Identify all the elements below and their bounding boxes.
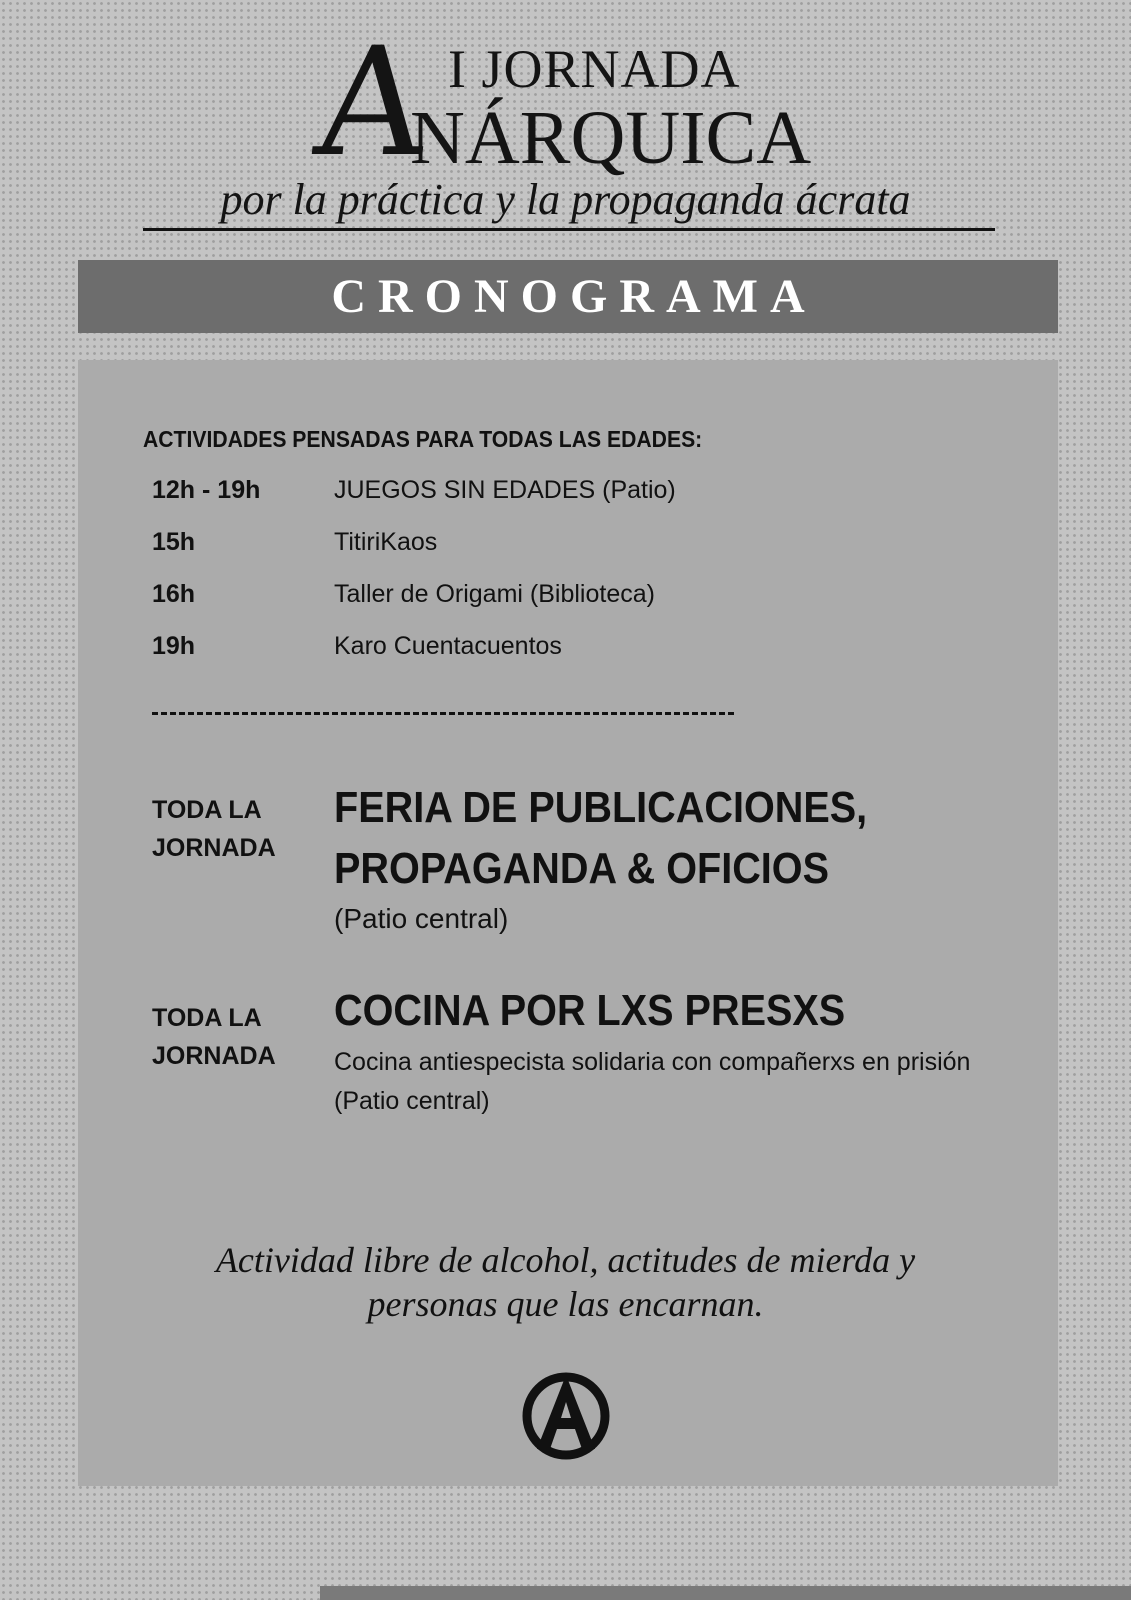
title-line-2: NÁRQUICA — [410, 96, 812, 180]
schedule-time: 19h — [152, 632, 196, 660]
schedule-row — [152, 580, 952, 614]
cocina-description: Cocina antiespecista solidaria con compañerxs en prisión (Patio central) — [334, 1048, 971, 1115]
schedule-activity: JUEGOS SIN EDADES (Patio) — [334, 476, 676, 504]
poster-header — [0, 0, 1131, 240]
schedule-time: 16h — [152, 580, 196, 608]
schedule-time: 15h — [152, 528, 196, 556]
subtitle: por la práctica y la propaganda ácrata — [220, 175, 911, 224]
schedule-row — [152, 476, 952, 510]
feria-location: (Patio central) — [334, 903, 509, 934]
feria-title-line-1: FERIA DE PUBLICACIONES, — [334, 783, 868, 832]
title-line-1: I JORNADA — [448, 39, 741, 99]
schedule-activity: TitiriKaos — [334, 528, 438, 556]
header-underline — [143, 228, 995, 231]
all-ages-heading: ACTIVIDADES PENSADAS PARA TODAS LAS EDADES: — [143, 426, 703, 452]
schedule-row — [152, 632, 952, 666]
title-initial-letter: A — [308, 16, 436, 190]
cocina-title: COCINA POR LXS PRESXS — [334, 986, 846, 1035]
banner-title: CRONOGRAMA — [331, 270, 817, 323]
cocina-time-label: TODA LA JORNADA — [152, 1004, 276, 1070]
feria-title-line-2: PROPAGANDA & OFICIOS — [334, 844, 830, 893]
schedule-row — [152, 528, 952, 562]
cronograma-banner — [78, 260, 1058, 333]
schedule-activity: Taller de Origami (Biblioteca) — [334, 580, 655, 608]
feria-time-label: TODA LA JORNADA — [152, 796, 276, 862]
circle-a-anarchy-icon — [521, 1371, 611, 1461]
schedule-time: 12h - 19h — [152, 476, 261, 504]
closing-statement — [0, 1238, 1131, 1326]
schedule-activity: Karo Cuentacuentos — [334, 632, 562, 660]
dashed-divider — [152, 712, 734, 715]
closing-line-1: Actividad libre de alcohol, actitudes de mierda y — [215, 1240, 916, 1280]
closing-line-2: personas que las encarnan. — [367, 1284, 764, 1324]
bottom-strip — [320, 1586, 1131, 1600]
